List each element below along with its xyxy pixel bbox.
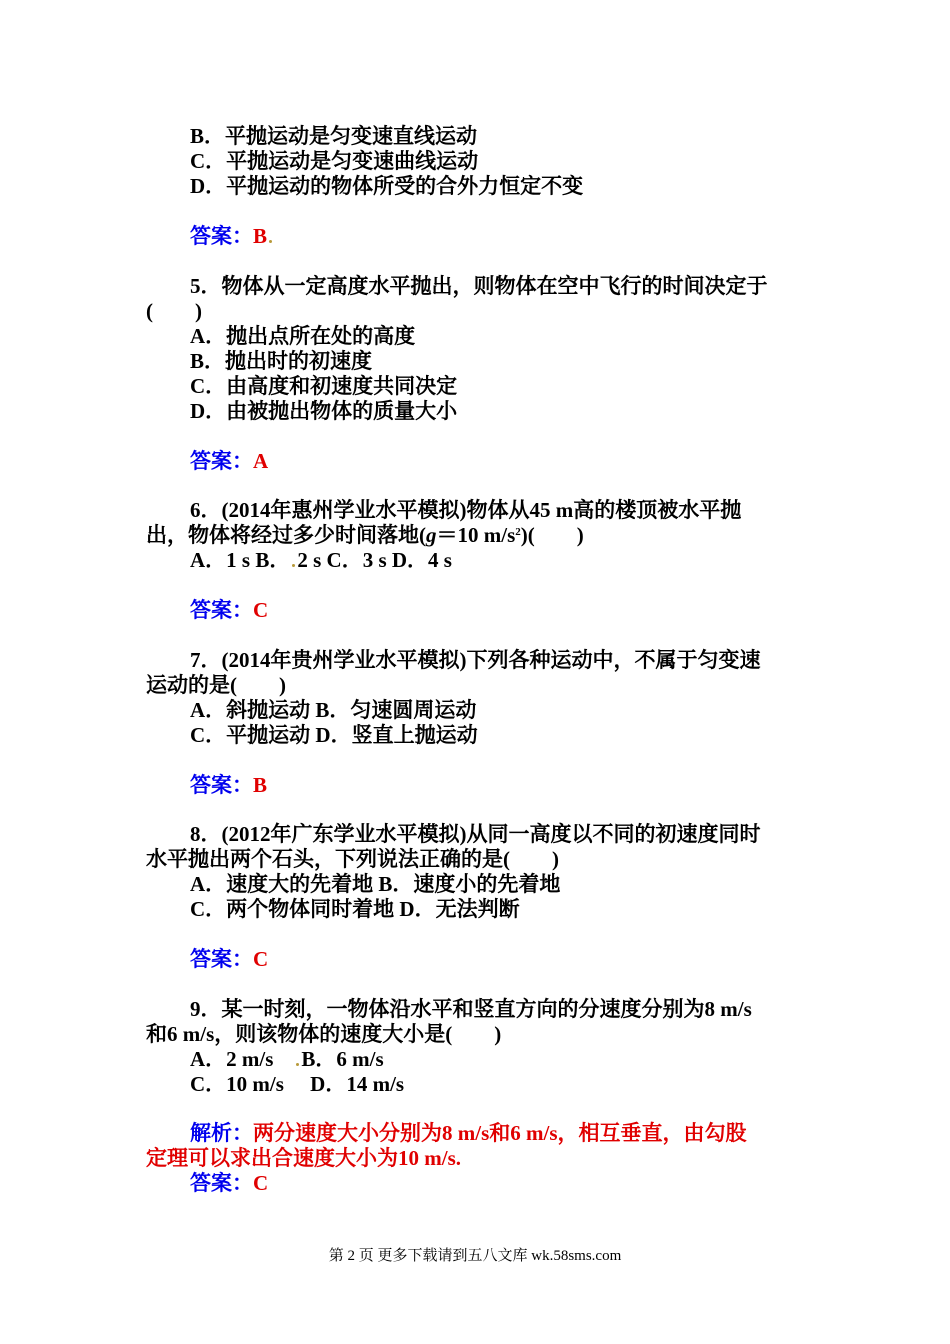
q6-stem-line1: 6．(2014年惠州学业水平模拟)物体从45 m高的楼顶被水平抛 — [190, 498, 742, 522]
q9-options-line2: C．10 m/s D．14 m/s — [190, 1072, 405, 1096]
q7-stem-line1: 7．(2014年贵州学业水平模拟)下列各种运动中，不属于匀变速 — [190, 648, 761, 672]
stray-dot-mark — [296, 1063, 299, 1066]
q6-answer — [190, 598, 268, 623]
answer-label: 答案： — [190, 1171, 253, 1195]
q5-stem-line1: 5．物体从一定高度水平抛出，则物体在空中飞行的时间决定于 — [190, 274, 768, 298]
q5-option-c: C．由高度和初速度共同决定 — [190, 374, 458, 398]
answer-value: C — [253, 1171, 269, 1195]
q4-answer — [190, 224, 274, 249]
q6-gravity-symbol: g — [426, 523, 437, 547]
answer-value: A — [253, 449, 269, 473]
q9-analysis-line2: 定理可以求出合速度大小为10 m/s. — [146, 1146, 461, 1170]
answer-label: 答案： — [190, 598, 253, 622]
q7-stem-line2: 运动的是( ) — [146, 673, 286, 697]
q7-options-line2: C．平抛运动 D．竖直上抛运动 — [190, 723, 478, 747]
q7-options-line1: A．斜抛运动 B．匀速圆周运动 — [190, 698, 477, 722]
q5-option-a: A．抛出点所在处的高度 — [190, 324, 416, 348]
q4-option-d: D．平抛运动的物体所受的合外力恒定不变 — [190, 174, 584, 198]
answer-value: C — [253, 947, 269, 971]
stray-dot-mark — [269, 240, 272, 243]
answer-value: B — [253, 773, 268, 797]
q9-analysis-line1 — [190, 1121, 747, 1146]
q8-stem-line1: 8．(2012年广东学业水平模拟)从同一高度以不同的初速度同时 — [190, 822, 761, 846]
q5-option-b: B．抛出时的初速度 — [190, 349, 373, 373]
q6-options — [190, 548, 452, 573]
q6-options-part2: 2 s C．3 s D．4 s — [297, 548, 452, 572]
q4-option-b: B．平抛运动是匀变速直线运动 — [190, 124, 478, 148]
q5-answer — [190, 449, 268, 474]
q6-stem-text: 出，物体将经过多少时间落地( — [146, 523, 426, 547]
q6-stem-line2 — [146, 523, 584, 548]
q9-option-a: A．2 m/s — [190, 1047, 295, 1071]
answer-label: 答案： — [190, 449, 253, 473]
q6-exponent: 2 — [515, 526, 521, 538]
q8-options-line1: A．速度大的先着地 B．速度小的先着地 — [190, 872, 561, 896]
q9-stem-line1: 9．某一时刻，一物体沿水平和竖直方向的分速度分别为8 m/s — [190, 997, 752, 1021]
page-footer: 第 2 页 更多下载请到五八文库 wk.58sms.com — [328, 1248, 622, 1264]
answer-value: C — [253, 598, 269, 622]
q8-stem-line2: 水平抛出两个石头，下列说法正确的是( ) — [146, 847, 559, 871]
answer-value: B — [253, 224, 268, 248]
stray-dot-mark — [292, 564, 295, 567]
q6-gravity-value: ＝10 m/s — [436, 523, 516, 547]
q9-answer — [190, 1171, 268, 1196]
analysis-text: 两分速度大小分别为8 m/s和6 m/s，相互垂直，由勾股 — [253, 1121, 747, 1145]
q7-answer — [190, 773, 267, 798]
analysis-label: 解析： — [190, 1121, 253, 1145]
q8-answer — [190, 947, 268, 972]
q9-options-line1 — [190, 1047, 384, 1072]
q8-options-line2: C．两个物体同时着地 D．无法判断 — [190, 897, 520, 921]
q5-option-d: D．由被抛出物体的质量大小 — [190, 399, 458, 423]
answer-label: 答案： — [190, 224, 253, 248]
q6-options-part1: A．1 s B． — [190, 548, 291, 572]
q9-stem-line2: 和6 m/s，则该物体的速度大小是( ) — [146, 1022, 502, 1046]
q4-option-c: C．平抛运动是匀变速曲线运动 — [190, 149, 479, 173]
answer-label: 答案： — [190, 947, 253, 971]
q5-stem-line2: ( ) — [146, 299, 202, 323]
answer-label: 答案： — [190, 773, 253, 797]
q9-option-b: B．6 m/s — [301, 1047, 384, 1071]
q6-blank: )( ) — [520, 523, 584, 547]
